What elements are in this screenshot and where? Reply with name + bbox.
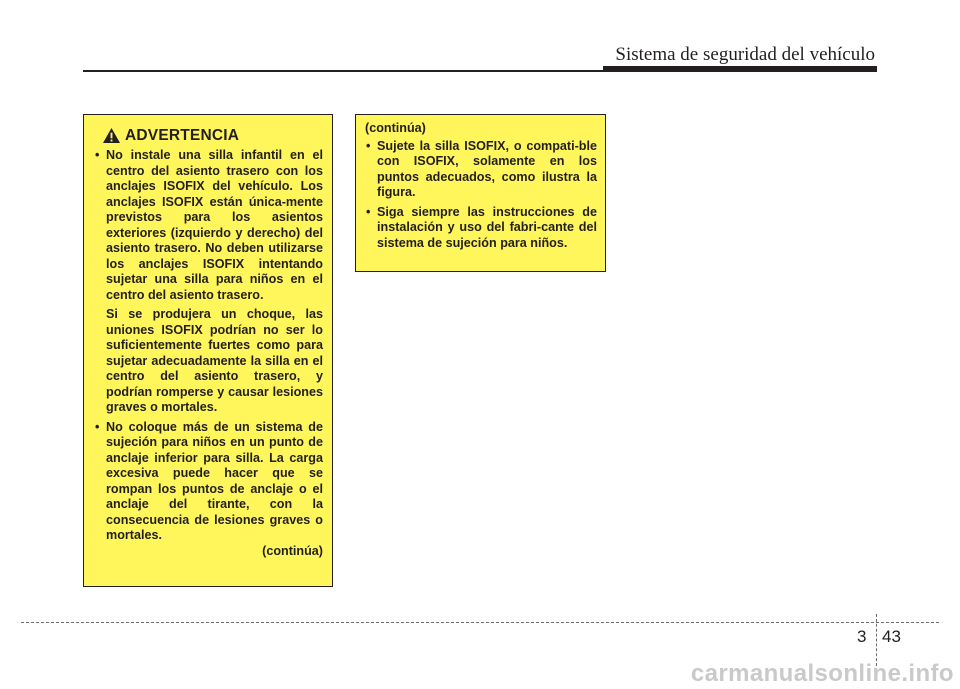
warning-triangle-icon: [102, 127, 121, 144]
chapter-number: 3: [857, 627, 867, 646]
continued-list: [365, 139, 597, 252]
continued-warning-box: [355, 114, 606, 272]
header-rule-accent: [603, 66, 877, 72]
continues-note: (continúa): [262, 543, 323, 558]
continued-item: [365, 205, 597, 252]
footer-rule: [21, 622, 939, 623]
warning-title: ADVERTENCIA: [125, 126, 240, 144]
warning-item-text: No coloque más de un sistema de sujeción para niños en un punto de anclaje inferior para silla. La carga excesiva puede hacer que se rompan los puntos de anclaje o el anclaje del tirante, con la consecuencia de lesiones graves o mortales.: [106, 419, 323, 542]
continued-item: [365, 139, 597, 201]
page-header-title: Sistema de seguridad del vehículo: [615, 44, 875, 65]
warning-item-text: No instale una silla infantil en el centro del asiento trasero con los anclajes ISOFIX del vehículo. Los anclajes ISOFIX están única-mente previstos para los asientos exteriores (izquierdo y derecho) del asiento trasero. No deben utilizarse los anclajes ISOFIX intentando sujetar una silla para niños en el centro del asiento trasero.: [106, 148, 323, 302]
footer-divider: [876, 614, 877, 666]
header-rule: [83, 70, 603, 72]
continued-item-text: Sujete la silla ISOFIX, o compati-ble con ISOFIX, solamente en los puntos adecuados, como ilustra la figura.: [377, 138, 597, 199]
warning-box: [83, 114, 333, 587]
warning-sub-paragraph: Si se produjera un choque, las uniones ISOFIX podrían no ser lo suficientemente fuertes como para sujetar adecuadamente la silla en el centro del asiento trasero, y podrían romperse y causar lesiones graves o mortales.: [106, 307, 323, 414]
warning-list: [94, 148, 323, 544]
continued-heading: (continúa): [365, 121, 426, 135]
warning-item: [94, 420, 323, 544]
warning-header: [102, 127, 323, 144]
warning-item: [94, 148, 323, 416]
watermark-text: carmanualsonline.info: [690, 660, 954, 687]
continued-item-text: Siga siempre las instrucciones de instalación y uso del fabri-cante del sistema de sujeción para niños.: [377, 204, 597, 250]
page-number: 43: [882, 627, 901, 646]
